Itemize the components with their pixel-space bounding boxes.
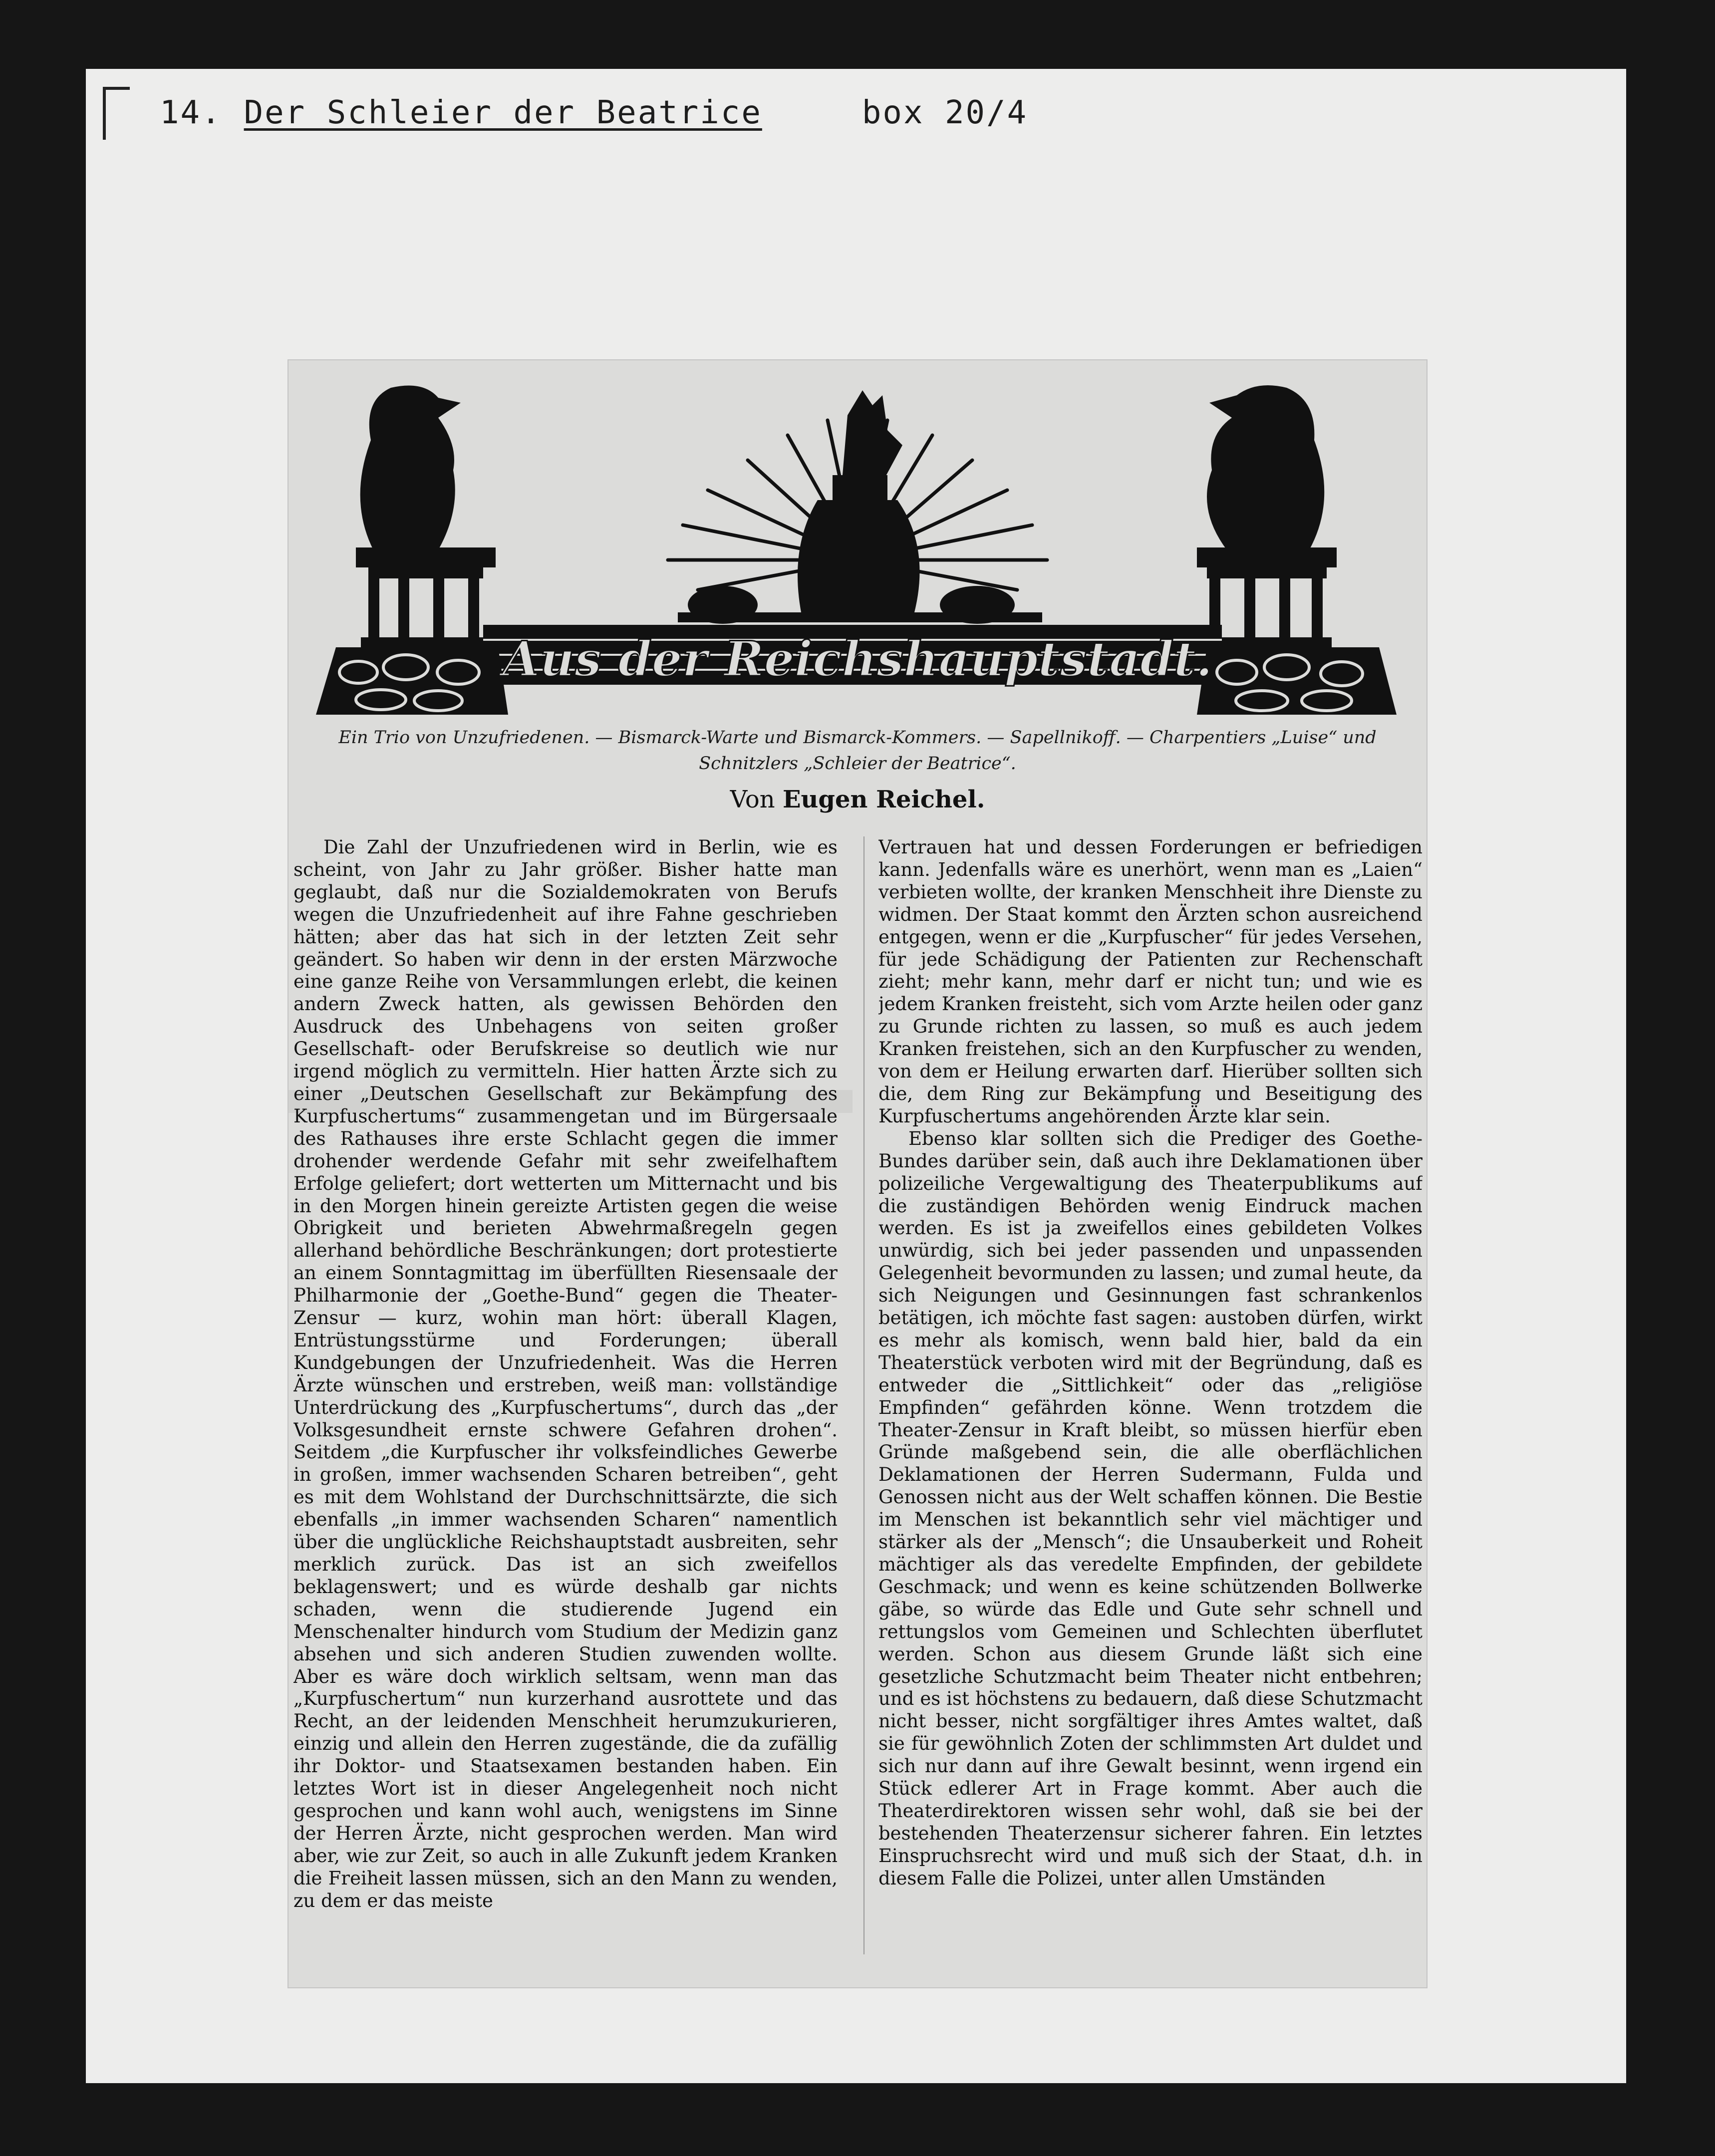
newspaper-clipping xyxy=(287,359,1428,1988)
byline-author: Eugen Reichel. xyxy=(782,786,985,813)
byline-prefix: Von xyxy=(730,786,775,813)
paragraph: Ebenso klar sollten sich die Prediger des Goethe-Bundes darüber sein, daß auch ihre Deklamationen über polizeiliche Vergewaltigung des Theaterpublikums auf die zuständigen Behörden wenig Eindruck machen werden. Es ist ja zweifellos eines gebildeten Volkes unwürdig, sich bei jeder passenden und unpassenden Gelegenheit bevormunden zu lassen; und zumal heute, da sich Neigungen und Gesinnungen fast schrankenlos betätigen, ich möchte fast sagen: austoben dürfen, wirkt es mehr als komisch, wenn bald hier, bald da ein Theaterstück verboten wird mit der Begründung, daß es entweder die „Sittlichkeit“ oder das „religiöse Empfinden“ gefährden könne. Wenn trotzdem die Theater-Zensur in Kraft bleibt, so müssen hierfür eben Gründe maßgebend sein, die alle oberflächlichen Deklamationen der Herren Sudermann, Fulda und Genossen nicht aus der Welt schaffen können. Die Bestie im Menschen ist bekanntlich sehr viel mächtiger und stärker als der „Mensch“; die Unsauberkeit und Roheit mächtiger als das veredelte Empfinden, der gebildete Geschmack; und wenn es keine schützenden Bollwerke gäbe, so würde das Edle und Gute sehr schnell und rettungslos vom Gemeinen und Schlechten überflutet werden. Schon aus diesem Grunde läßt sich eine gesetzliche Schutzmacht beim Theater nicht entbehren; und es ist höchstens zu bedauern, daß diese Schutzmacht nicht besser, nicht sorgfältiger ihres Amtes waltet, daß sie für gewöhnlich Zoten der schlimmsten Art duldet und sich nur dann auf ihre Gewalt besinnt, wenn irgend ein Stück edlerer Art in Frage kommt. Aber auch die Theaterdirektoren wissen sehr wohl, daß sie bei der bestehenden Theaterzensur sicherer fahren. Ein letztes Einspruchsrecht wird und muß sich der Staat, d.h. in diesem Falle die Polizei, unter allen Umständen xyxy=(878,1127,1423,1889)
archive-header xyxy=(160,88,1028,138)
column-divider xyxy=(863,836,864,1954)
header-number: 14. xyxy=(160,94,222,131)
article-caption: Ein Trio von Unzufriedenen. — Bismarck-Warte und Bismarck-Kommers. — Sapellnikoff. — Charpentiers „Luise“ und Schnitzlers „Schleier der Beatrice“. xyxy=(338,728,1377,774)
paragraph: Vertrauen hat und dessen Forderungen er befriedigen kann. Jedenfalls wäre es unerhört, wenn man es „Laien“ verbieten wollte, der kranken Menschheit ihre Dienste zu widmen. Der Staat kommt den Ärzten schon ausreichend entgegen, wenn er die „Kurpfuscher“ für jedes Versehen, für jede Schädigung der Patienten zur Rechenschaft zieht; mehr kann, mehr darf er nicht tun; und wie es jedem Kranken freisteht, sich vom Arzte heilen oder ganz zu Grunde richten zu lassen, so muß es auch jedem Kranken freistehen, sich an den Kurpfuscher zu wenden, von dem er Heilung erwarten darf. Hierüber sollten sich die, dem Ring zur Bekämpfung und Beseitigung des Kurpfuschertums angehörenden Ärzte klar sein. xyxy=(878,836,1423,1127)
header-title: Der Schleier der Beatrice xyxy=(244,94,762,131)
banner-title: Aus der Reichshauptstadt. xyxy=(502,631,1213,687)
banner-illustration xyxy=(288,360,1427,715)
paragraph: Die Zahl der Unzufriedenen wird in Berlin, wie es scheint, von Jahr zu Jahr größer. Bisher hatte man geglaubt, daß nur die Sozialdemokraten von Berufs wegen die Unzufriedenheit auf ihre Fahne geschrieben hätten; aber das hat sich in der letzten Zeit sehr geändert. So haben wir denn in der ersten Märzwoche eine ganze Reihe von Versammlungen erlebt, die keinen andern Zweck hatten, als gewissen Behörden den Ausdruck des Unbehagens von seiten großer Gesellschaft- oder Berufskreise so deutlich wie nur irgend möglich zu vermitteln. Hier hatten Ärzte sich zu einer „Deutschen Gesellschaft zur Bekämpfung des Kurpfuschertums“ zusammengetan und im Bürgersaale des Rathauses ihre erste Schlacht gegen die immer drohender werdende Gefahr mit sehr zweifelhaftem Erfolge geliefert; dort wetterten um Mitternacht und bis in den Morgen hinein gereizte Artisten gegen die weise Obrigkeit und berieten Abwehrmaßregeln gegen allerhand behördliche Beschränkungen; dort protestierte an einem Sonntagmittag im überfüllten Riesensaale der Philharmonie der „Goethe-Bund“ gegen die Theater-Zensur — kurz, wohin man hört: überall Klagen, Entrüstungsstürme und Forderungen; überall Kundgebungen der Unzufriedenheit. Was die Herren Ärzte wünschen und erstreben, weiß man: vollständige Unterdrückung des „Kurpfuschertums“, durch das „der Volksgesundheit ernste schwere Gefahren drohen“. Seitdem „die Kurpfuscher ihr volksfeindliches Gewerbe in großen, immer wachsenden Scharen betreiben“, geht es mit dem Wohlstand der Durchschnittsärzte, die sich ebenfalls „in immer wachsenden Scharen“ namentlich über die unglückliche Reichshauptstadt ausbreiten, sehr merklich zurück. Das ist an sich zweifellos beklagenswert; und es würde deshalb gar nichts schaden, wenn die studierende Jugend ein Menschenalter hindurch vom Studium der Medizin ganz absehen und sich anderen Studien zuwenden wollte. Aber es wäre doch wirklich seltsam, wenn man das „Kurpfuschertum“ nun kurzerhand ausrottete und das Recht, an der leidenden Menschheit herumzukurieren, einzig und allein den Herren zugestände, die da zufällig ihr Doktor- und Staatsexamen bestanden haben. Ein letztes Wort ist in dieser Angelegenheit noch nicht gesprochen und kann wohl auch, wenigstens im Sinne der Herren Ärzte, nicht gesprochen werden. Man wird aber, wie zur Zeit, so auch in alle Zukunft jedem Kranken die Freiheit lassen müssen, sich an den Mann zu wenden, zu dem er das meiste xyxy=(293,836,838,1911)
article-column-left xyxy=(293,836,838,1954)
byline xyxy=(288,786,1427,813)
article-column-right xyxy=(878,836,1423,1954)
corner-mark xyxy=(103,87,130,140)
header-box-label: box 20/4 xyxy=(861,94,1028,131)
